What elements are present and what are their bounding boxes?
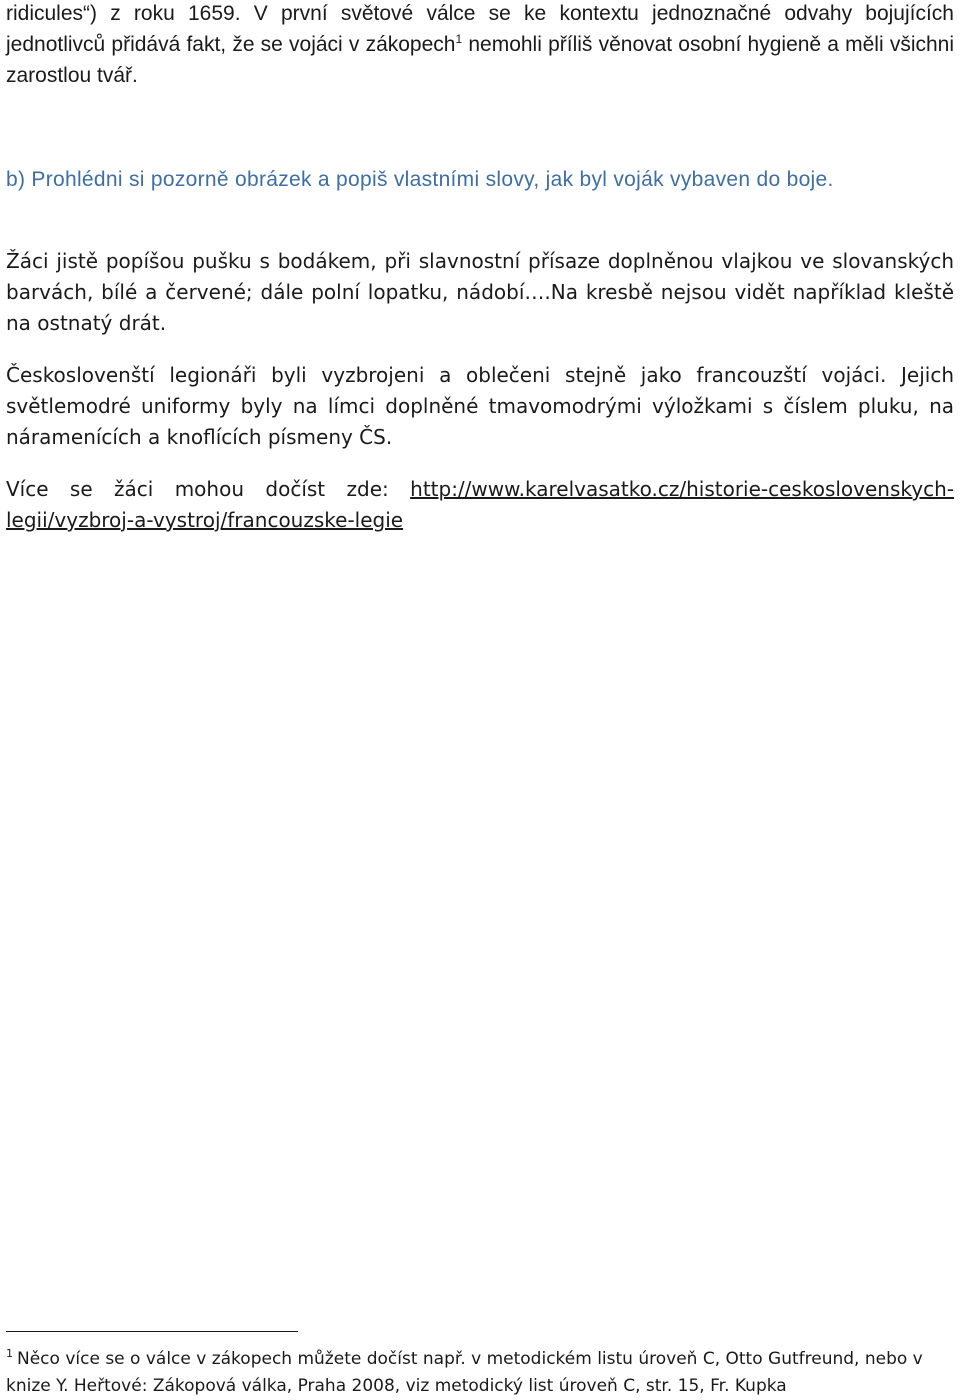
intro-paragraph [6,0,954,91]
footnote-divider [6,1331,298,1332]
legie-link[interactable]: http://www.karelvasatko.cz/historie-ceskoslovenskych-legii/vyzbroj-a-vystroj/francouzske-legie [6,477,954,532]
more-info-label: Více se žáci mohou dočíst zde: [6,477,411,501]
footnote-mark: 1 [6,1347,13,1361]
answer-paragraph-2: Českoslovenští legionáři byli vyzbrojeni a oblečeni stejně jako francouzští vojáci. Jejich světlemodré uniformy byly na límci doplněné tmavomodrými výložkami s číslem pluku, na náramenících a knoflících písmeny ČS. [6,363,954,449]
footnote [6,1346,946,1400]
footnote-reference[interactable]: 1 [455,32,463,46]
footnote-text: Něco více se o válce v zákopech můžete dočíst např. v metodickém listu úroveň C, Otto Gutfreund, nebo v knize Y. Heřtové: Zákopová válka, Praha 2008, viz metodický list úroveň C, str. 15, Fr. Kupka [6,1349,923,1396]
question-b: b) Prohlédni si pozorně obrázek a popiš vlastními slovy, jak byl voják vybaven do boje. [6,168,834,191]
intro-text-start: ridicules“) z roku 1659. V první světové válce se ke kontextu jednoznačné odvahy bojujících jednotlivců přidává fakt, že se vojáci v zákopech [6,2,954,56]
answer-paragraph-1: Žáci jistě popíšou pušku s bodákem, při slavnostní přísaze doplněnou vlajkou ve slovanských barvách, bílé a červené; dále polní lopatku, nádobí….Na kresbě nejsou vidět například kleště na ostnatý drát. [6,249,954,335]
intro-text-end: nemohli příliš věnovat osobní hygieně a měli všichni zarostlou tvář. [6,33,955,87]
answer-paragraph-3 [6,474,954,536]
